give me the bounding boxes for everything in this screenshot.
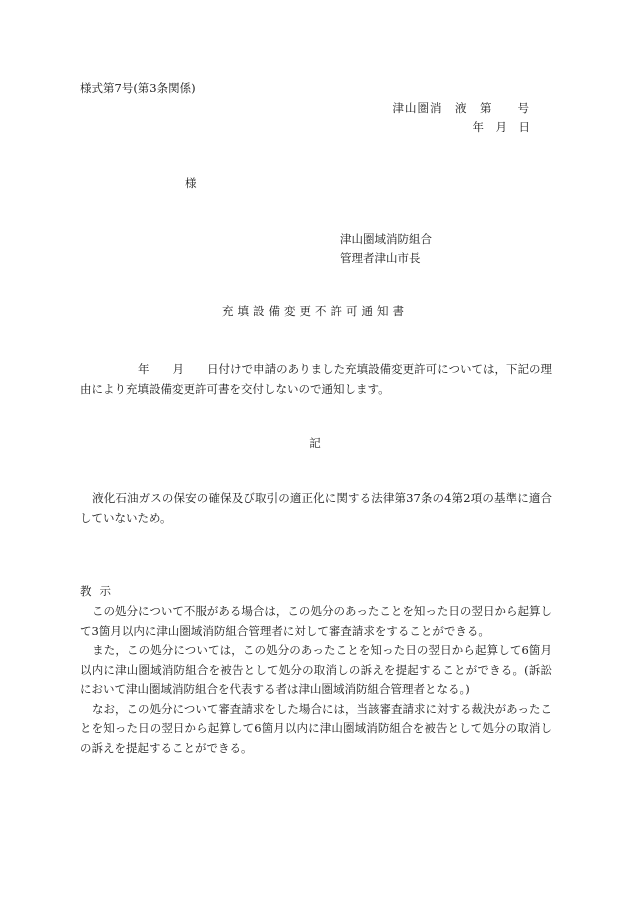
notice-heading: 教示 <box>80 584 119 598</box>
notice-paragraph-3 <box>80 700 552 759</box>
issuer-manager: 管理者津山市長 <box>340 251 421 265</box>
ki-heading: 記 <box>309 436 321 450</box>
notice-paragraph-1 <box>80 602 552 641</box>
reason-text: 液化石油ガスの保安の確保及び取引の適正化に関する法律第37条の4第2項の基準に適合していないため。 <box>80 491 552 525</box>
notice-section <box>80 602 552 758</box>
document-date: 年 月 日 <box>472 120 530 134</box>
notice-p1-text: この処分について不服がある場合は，この処分のあったことを知った日の翌日から起算して3箇月以内に津山圏域消防組合管理者に対して審査請求をすることができる。 <box>80 604 552 638</box>
form-number: 様式第7号(第3条関係) <box>80 81 196 95</box>
reason-paragraph <box>80 489 552 528</box>
issuer-organization: 津山圏域消防組合 <box>340 232 432 246</box>
notice-p3-text: なお，この処分について審査請求をした場合には，当該審査請求に対する裁決があったことを知った日の翌日から起算して6箇月以内に津山圏域消防組合を被告として処分の取消しの訴えを提起することができる。 <box>80 701 552 755</box>
notice-paragraph-2 <box>80 641 552 700</box>
notice-p2-text: また，この処分については，この処分のあったことを知った日の翌日から起算して6箇月以内に津山圏域消防組合を被告として処分の取消しの訴えを提起することができる。(訴訟において津山圏域消防組合を代表する者は津山圏域消防組合管理者となる。) <box>80 643 552 696</box>
document-title: 充填設備変更不許可通知書 <box>222 304 408 318</box>
body-text: 年 月 日付けで申請のありました充填設備変更許可については，下記の理由により充填設備変更許可書を交付しないので通知します。 <box>80 362 552 396</box>
body-paragraph <box>80 360 552 399</box>
document-number: 津山圏消 液 第 号 <box>392 101 530 115</box>
addressee: 様 <box>185 176 197 190</box>
